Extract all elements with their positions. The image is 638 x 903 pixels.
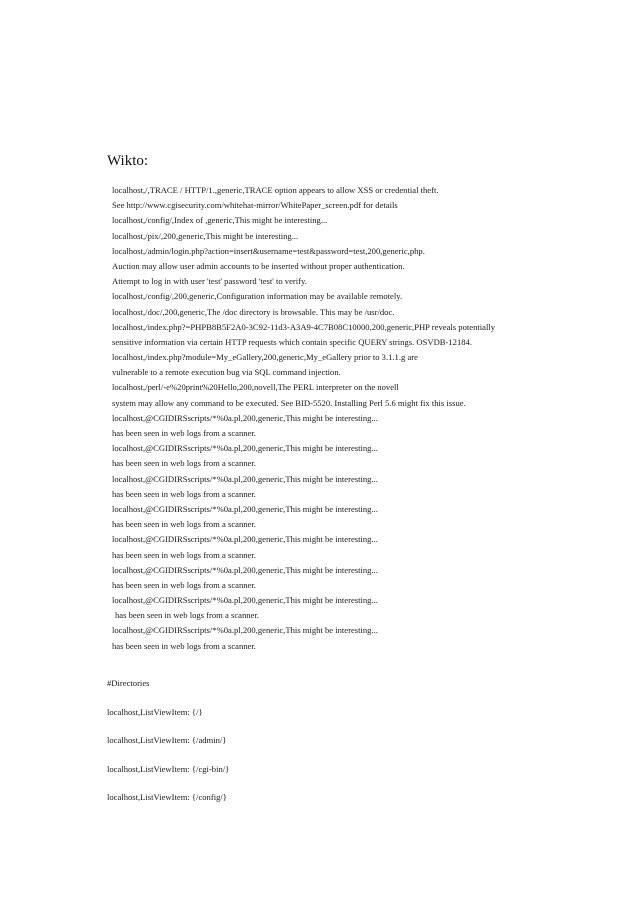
finding-line: system may allow any command to be executed. See BID-5520. Installing Perl 5.6 might fix this issue. <box>112 397 466 408</box>
finding-line: Attempt to log in with user 'test' password 'test' to verify. <box>112 276 307 287</box>
finding-line: See http://www.cgisecurity.com/whitehat-mirror/WhitePaper_screen.pdf for details <box>112 200 398 211</box>
directory-item: localhost,ListViewItem: {/} <box>107 706 203 717</box>
finding-line: localhost,@CGIDIRSscripts/*%0a.pl,200,generic,This might be interesting... <box>112 625 378 636</box>
finding-line: localhost,/index.php?=PHPB8B5F2A0-3C92-11d3-A3A9-4C7B08C10000,200,generic,PHP reveals potentially <box>112 321 496 332</box>
directory-item: localhost,ListViewItem: {/cgi-bin/} <box>107 763 230 774</box>
directory-item: localhost,ListViewItem: {/admin/} <box>107 735 227 745</box>
finding-line: sensitive information via certain HTTP requests which contain specific QUERY strings. OSVDB-12184. <box>112 336 472 347</box>
finding-line: localhost,@CGIDIRSscripts/*%0a.pl,200,generic,This might be interesting... <box>112 534 378 545</box>
finding-line: localhost,/config/,Index of ,generic,This might be interesting... <box>112 215 328 226</box>
finding-line: localhost,/config/,200,generic,Configuration information may be available remotely. <box>112 291 403 302</box>
finding-line: has been seen in web logs from a scanner. <box>112 549 256 560</box>
finding-line: Auction may allow user admin accounts to be inserted without proper authentication. <box>112 260 405 271</box>
finding-line: localhost,/index.php?module=My_eGallery,200,generic,My_eGallery prior to 3.1.1.g are <box>112 352 418 363</box>
finding-line: has been seen in web logs from a scanner. <box>112 640 256 651</box>
page-title: Wikto: <box>107 153 149 169</box>
finding-line: localhost,@CGIDIRSscripts/*%0a.pl,200,generic,This might be interesting... <box>112 595 378 606</box>
findings-list <box>112 183 552 654</box>
finding-line: localhost,/,TRACE / HTTP/1.,generic,TRACE option appears to allow XSS or credential theft. <box>112 185 439 195</box>
finding-line: localhost,@CGIDIRSscripts/*%0a.pl,200,generic,This might be interesting... <box>112 564 378 575</box>
finding-line: has been seen in web logs from a scanner. <box>112 428 256 438</box>
finding-line: localhost,@CGIDIRSscripts/*%0a.pl,200,generic,This might be interesting... <box>112 473 378 484</box>
finding-line: vulnerable to a remote execution bug via SQL command injection. <box>112 367 341 378</box>
finding-line: localhost,@CGIDIRSscripts/*%0a.pl,200,generic,This might be interesting... <box>112 443 378 454</box>
directories-section <box>107 677 547 820</box>
finding-line: localhost,@CGIDIRSscripts/*%0a.pl,200,generic,This might be interesting... <box>112 503 378 514</box>
finding-line: localhost,/admin/login.php?action=insert&username=test&password=test,200,generic,php. <box>112 245 425 256</box>
finding-line: localhost,/pix/,200,generic,This might be interesting... <box>112 230 299 241</box>
finding-line: has been seen in web logs from a scanner. <box>112 579 256 590</box>
finding-line: has been seen in web logs from a scanner. <box>112 488 256 499</box>
finding-line: localhost,@CGIDIRSscripts/*%0a.pl,200,generic,This might be interesting... <box>112 412 378 423</box>
finding-line: has been seen in web logs from a scanner. <box>115 610 259 621</box>
finding-line: has been seen in web logs from a scanner. <box>112 458 256 469</box>
directories-heading: #Directories <box>107 678 150 688</box>
finding-line: localhost,/doc/,200,generic,The /doc directory is browsable. This may be /usr/doc. <box>112 306 395 317</box>
directory-item: localhost,ListViewItem: {/config/} <box>107 792 227 802</box>
finding-line: localhost,/perl/-e%20print%20Hello,200,novell,The PERL interpreter on the novell <box>112 382 399 393</box>
finding-line: has been seen in web logs from a scanner. <box>112 519 256 530</box>
